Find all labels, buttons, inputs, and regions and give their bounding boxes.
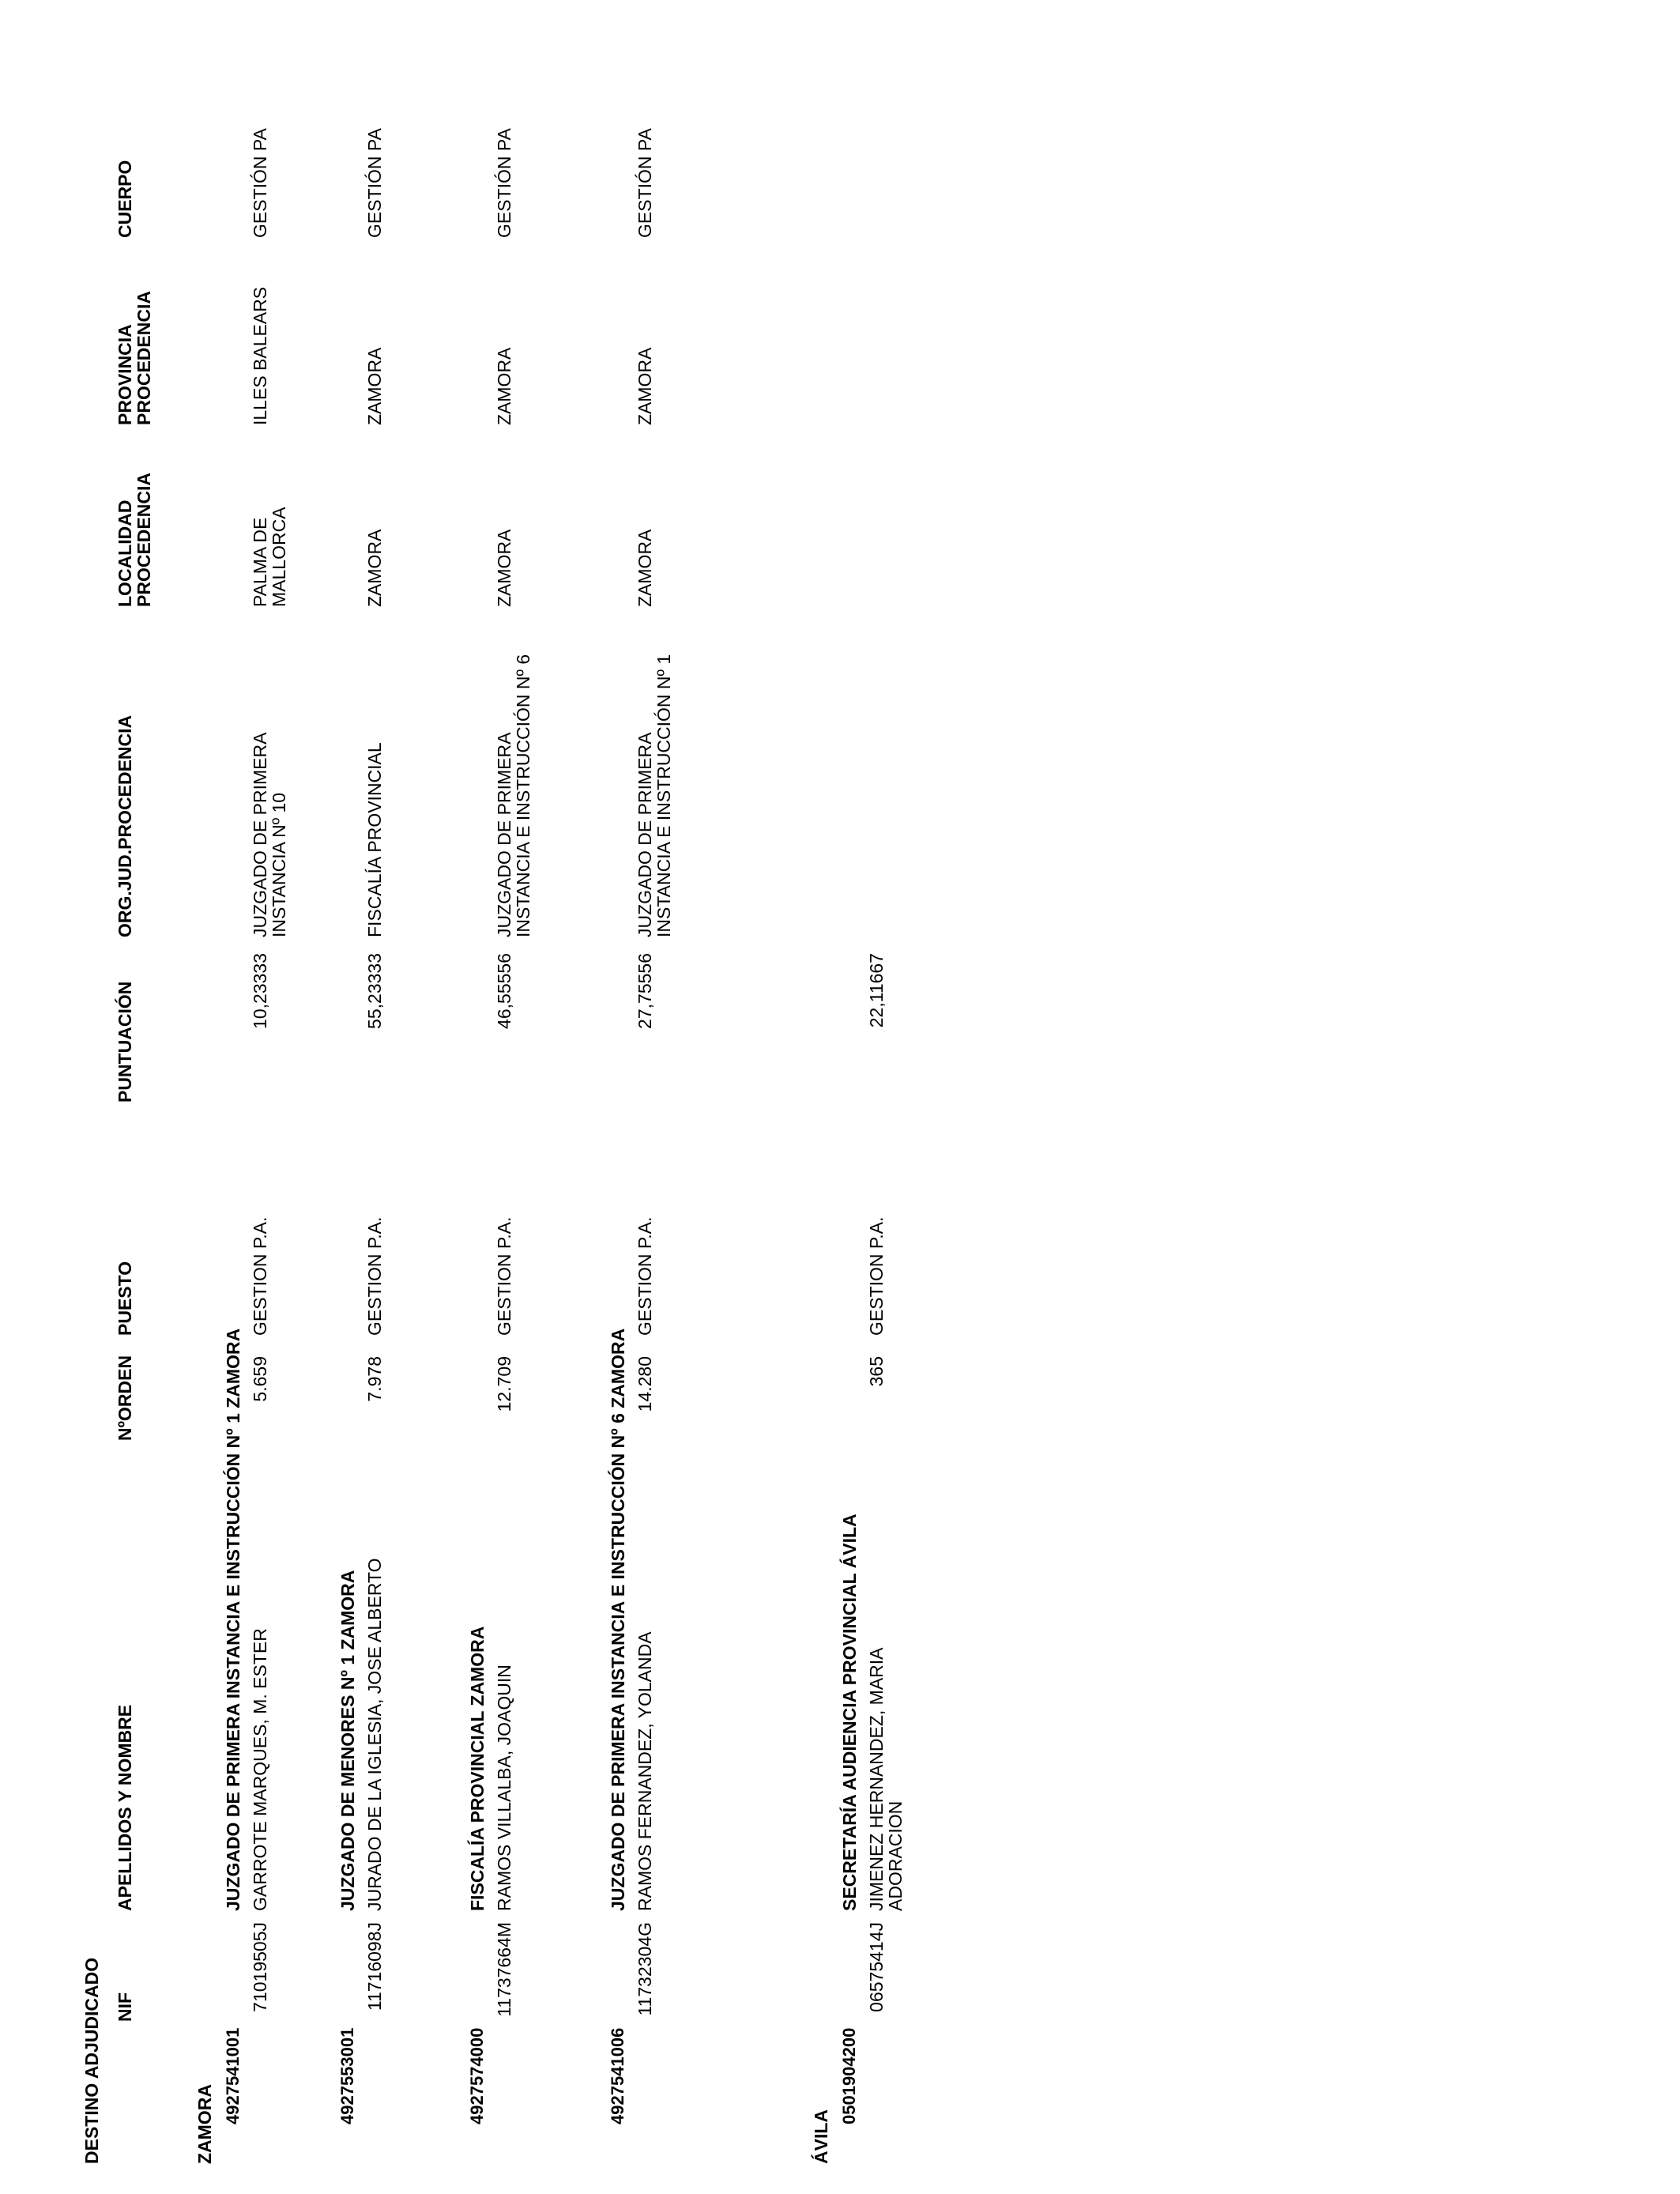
row-cuerpo: GESTIÓN PA bbox=[250, 128, 270, 238]
row-localidad-line1: PALMA DE bbox=[250, 517, 270, 607]
row-orden: 365 bbox=[866, 1356, 887, 1387]
row-puesto: GESTION P.A. bbox=[635, 1216, 655, 1336]
cuerpo-column-header: CUERPO bbox=[115, 160, 135, 238]
row-localidad-line2: MALLORCA bbox=[269, 507, 290, 607]
row-nombre: GARROTE MARQUES, M. ESTER bbox=[250, 1628, 270, 1911]
row-localidad bbox=[250, 507, 288, 607]
row-org-line2: INSTANCIA E INSTRUCCIÓN Nº 1 bbox=[654, 654, 675, 937]
row-org: FISCALÍA PROVINCIAL bbox=[364, 742, 385, 937]
row-nif: 06575414J bbox=[866, 1922, 887, 2012]
row-org-line2: INSTANCIA Nº 10 bbox=[269, 792, 290, 937]
row-org-line1: JUZGADO DE PRIMERA bbox=[635, 732, 655, 937]
row-orden: 12.709 bbox=[494, 1356, 514, 1412]
destino-adjudicado-header: DESTINO ADJUDICADO bbox=[81, 1957, 102, 2164]
provincia-header-line2: PROCEDENCIA bbox=[134, 291, 155, 425]
row-cuerpo: GESTIÓN PA bbox=[494, 128, 514, 238]
row-orden: 14.280 bbox=[635, 1356, 655, 1412]
destino-name: JUZGADO DE PRIMERA INSTANCIA E INSTRUCCIÓN Nº 1 ZAMORA bbox=[223, 1328, 243, 1911]
row-puntuacion: 27,75556 bbox=[635, 953, 655, 1029]
provincia-column-header bbox=[115, 291, 153, 425]
norden-column-header: NºORDEN bbox=[115, 1355, 135, 1441]
destino-code: 0501904200 bbox=[839, 2027, 859, 2124]
row-provincia: ZAMORA bbox=[364, 347, 385, 425]
destino-name: JUZGADO DE MENORES Nº 1 ZAMORA bbox=[337, 1570, 358, 1911]
destino-name: SECRETARÍA AUDIENCIA PROVINCIAL ÁVILA bbox=[839, 1514, 860, 1911]
row-puntuacion: 46,55556 bbox=[494, 953, 514, 1029]
row-provincia: ZAMORA bbox=[494, 347, 514, 425]
row-provincia: ILLES BALEARS bbox=[250, 286, 270, 425]
provincia-header-line1: PROVINCIA bbox=[115, 324, 135, 425]
row-nombre-line1: JIMENEZ HERNANDEZ, MARIA bbox=[866, 1647, 887, 1911]
row-orden: 7.978 bbox=[364, 1356, 385, 1402]
row-nombre bbox=[867, 1647, 905, 1911]
province-heading-zamora: ZAMORA bbox=[194, 2084, 215, 2164]
row-org-line2: INSTANCIA E INSTRUCCIÓN Nº 6 bbox=[513, 654, 534, 937]
row-localidad: ZAMORA bbox=[364, 529, 385, 607]
localidad-header-line1: LOCALIDAD bbox=[115, 499, 135, 607]
row-nif: 11732304G bbox=[635, 1922, 655, 2016]
row-nombre: RAMOS FERNANDEZ, YOLANDA bbox=[635, 1631, 655, 1911]
row-puntuacion: 22,11667 bbox=[866, 953, 887, 1028]
row-puesto: GESTION P.A. bbox=[250, 1216, 270, 1336]
localidad-header-line2: PROCEDENCIA bbox=[134, 473, 155, 607]
row-nombre: JURADO DE LA IGLESIA, JOSE ALBERTO bbox=[364, 1558, 385, 1911]
row-localidad: ZAMORA bbox=[635, 529, 655, 607]
row-org-line1: JUZGADO DE PRIMERA bbox=[250, 732, 270, 937]
puntuacion-column-header: PUNTUACIÓN bbox=[115, 981, 135, 1103]
row-provincia: ZAMORA bbox=[635, 347, 655, 425]
row-puesto: GESTION P.A. bbox=[494, 1216, 514, 1336]
apellidos-column-header: APELLIDOS Y NOMBRE bbox=[115, 1704, 135, 1911]
row-puntuacion: 10,23333 bbox=[250, 953, 270, 1029]
row-cuerpo: GESTIÓN PA bbox=[635, 128, 655, 238]
localidad-column-header bbox=[115, 473, 153, 607]
puesto-column-header: PUESTO bbox=[115, 1261, 135, 1336]
destino-code: 4927553001 bbox=[337, 2027, 357, 2124]
row-puesto: GESTION P.A. bbox=[364, 1216, 385, 1336]
row-org bbox=[250, 733, 288, 937]
destino-name: FISCALÍA PROVINCIAL ZAMORA bbox=[467, 1626, 488, 1911]
destino-code: 4927541006 bbox=[608, 2027, 627, 2124]
row-nif: 71019505J bbox=[250, 1922, 270, 2012]
row-nif: 11737664M bbox=[494, 1922, 514, 2017]
row-org bbox=[635, 654, 673, 937]
row-org-line1: JUZGADO DE PRIMERA bbox=[494, 732, 514, 937]
row-org bbox=[495, 654, 533, 937]
destino-name: JUZGADO DE PRIMERA INSTANCIA E INSTRUCCIÓN Nº 6 ZAMORA bbox=[608, 1328, 628, 1911]
nif-column-header: NIF bbox=[115, 1992, 135, 2022]
row-localidad: ZAMORA bbox=[494, 529, 514, 607]
destino-code: 4927574000 bbox=[467, 2027, 487, 2124]
row-puesto: GESTION P.A. bbox=[866, 1216, 887, 1336]
province-heading-avila: ÁVILA bbox=[811, 2109, 831, 2164]
org-column-header: ORG.JUD.PROCEDENCIA bbox=[115, 714, 135, 937]
row-cuerpo: GESTIÓN PA bbox=[364, 128, 385, 238]
row-puntuacion: 55,23333 bbox=[364, 953, 385, 1029]
row-nombre-line2: ADORACION bbox=[885, 1800, 906, 1911]
destino-code: 4927541001 bbox=[223, 2027, 243, 2124]
row-orden: 5.659 bbox=[250, 1356, 270, 1402]
row-nif: 11716098J bbox=[364, 1922, 385, 2011]
row-nombre: RAMOS VILLALBA, JOAQUIN bbox=[494, 1664, 514, 1911]
